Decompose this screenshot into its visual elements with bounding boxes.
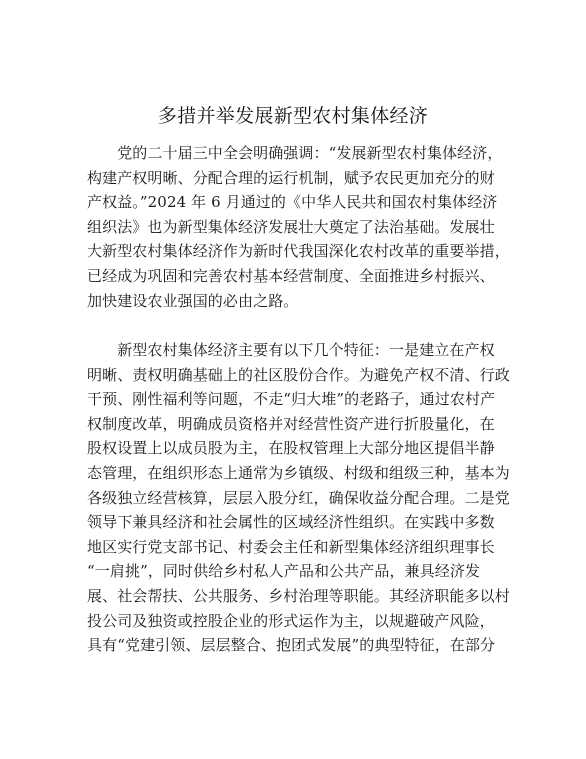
- paragraph-line: 权制度改革，明确成员资格并对经营性资产进行折股量化，在: [87, 414, 495, 433]
- paragraph-line: 展、社会帮扶、公共服务、乡村治理等职能。其经济职能多以村: [87, 586, 510, 605]
- paragraph-1: [87, 141, 510, 313]
- paragraph-line: 构建产权明晰、分配合理的运行机制，赋予农民更加充分的财: [87, 168, 495, 187]
- paragraph-2: [87, 338, 510, 658]
- paragraph-line: “一肩挑”，同时供给乡村私人产品和公共产品，兼具经济发: [87, 562, 481, 581]
- paragraph-line: 新型农村集体经济主要有以下几个特征：一是建立在产权: [87, 341, 495, 359]
- paragraph-line: 组织法》也为新型集体经济发展壮大奠定了法治基础。发展壮: [87, 217, 495, 236]
- paragraph-line: 党的二十届三中全会明确强调：“发展新型农村集体经济，: [87, 144, 503, 162]
- paragraph-line: 具有“党建引领、层层整合、抱团式发展”的典型特征，在部分: [87, 636, 496, 655]
- paragraph-line: 产权益。”2024 年 6 月通过的《中华人民共和国农村集体经济: [87, 193, 498, 212]
- paragraph-line: 大新型农村集体经济作为新时代我国深化农村改革的重要举措，: [87, 242, 510, 261]
- paragraph-line: 态管理，在组织形态上通常为乡镇级、村级和组级三种，基本为: [87, 463, 510, 482]
- paragraph-line: 干预、刚性福利等问题，不走“归大堆”的老路子，通过农村产: [87, 390, 496, 409]
- paragraph-line: 已经成为巩固和完善农村基本经营制度、全面推进乡村振兴、: [87, 266, 495, 285]
- paragraph-line: 明晰、责权明确基础上的社区股份合作。为避免产权不清、行政: [87, 365, 510, 384]
- paragraph-line: 领导下兼具经济和社会属性的区域经济性组织。在实践中多数: [87, 513, 495, 532]
- document-title: 多措并举发展新型农村集体经济: [157, 105, 429, 127]
- paragraph-line: 投公司及独资或控股企业的形式运作为主，以规避破产风险，: [87, 611, 495, 630]
- paragraph-line: 加快建设农业强国的必由之路。: [87, 291, 299, 310]
- paragraph-line: 股权设置上以成员股为主，在股权管理上大部分地区提倡半静: [87, 439, 495, 458]
- paragraph-line: 各级独立经营核算，层层入股分红，确保收益分配合理。二是党: [87, 488, 510, 507]
- paragraph-line: 地区实行党支部书记、村委会主任和新型集体经济组织理事长: [87, 537, 495, 556]
